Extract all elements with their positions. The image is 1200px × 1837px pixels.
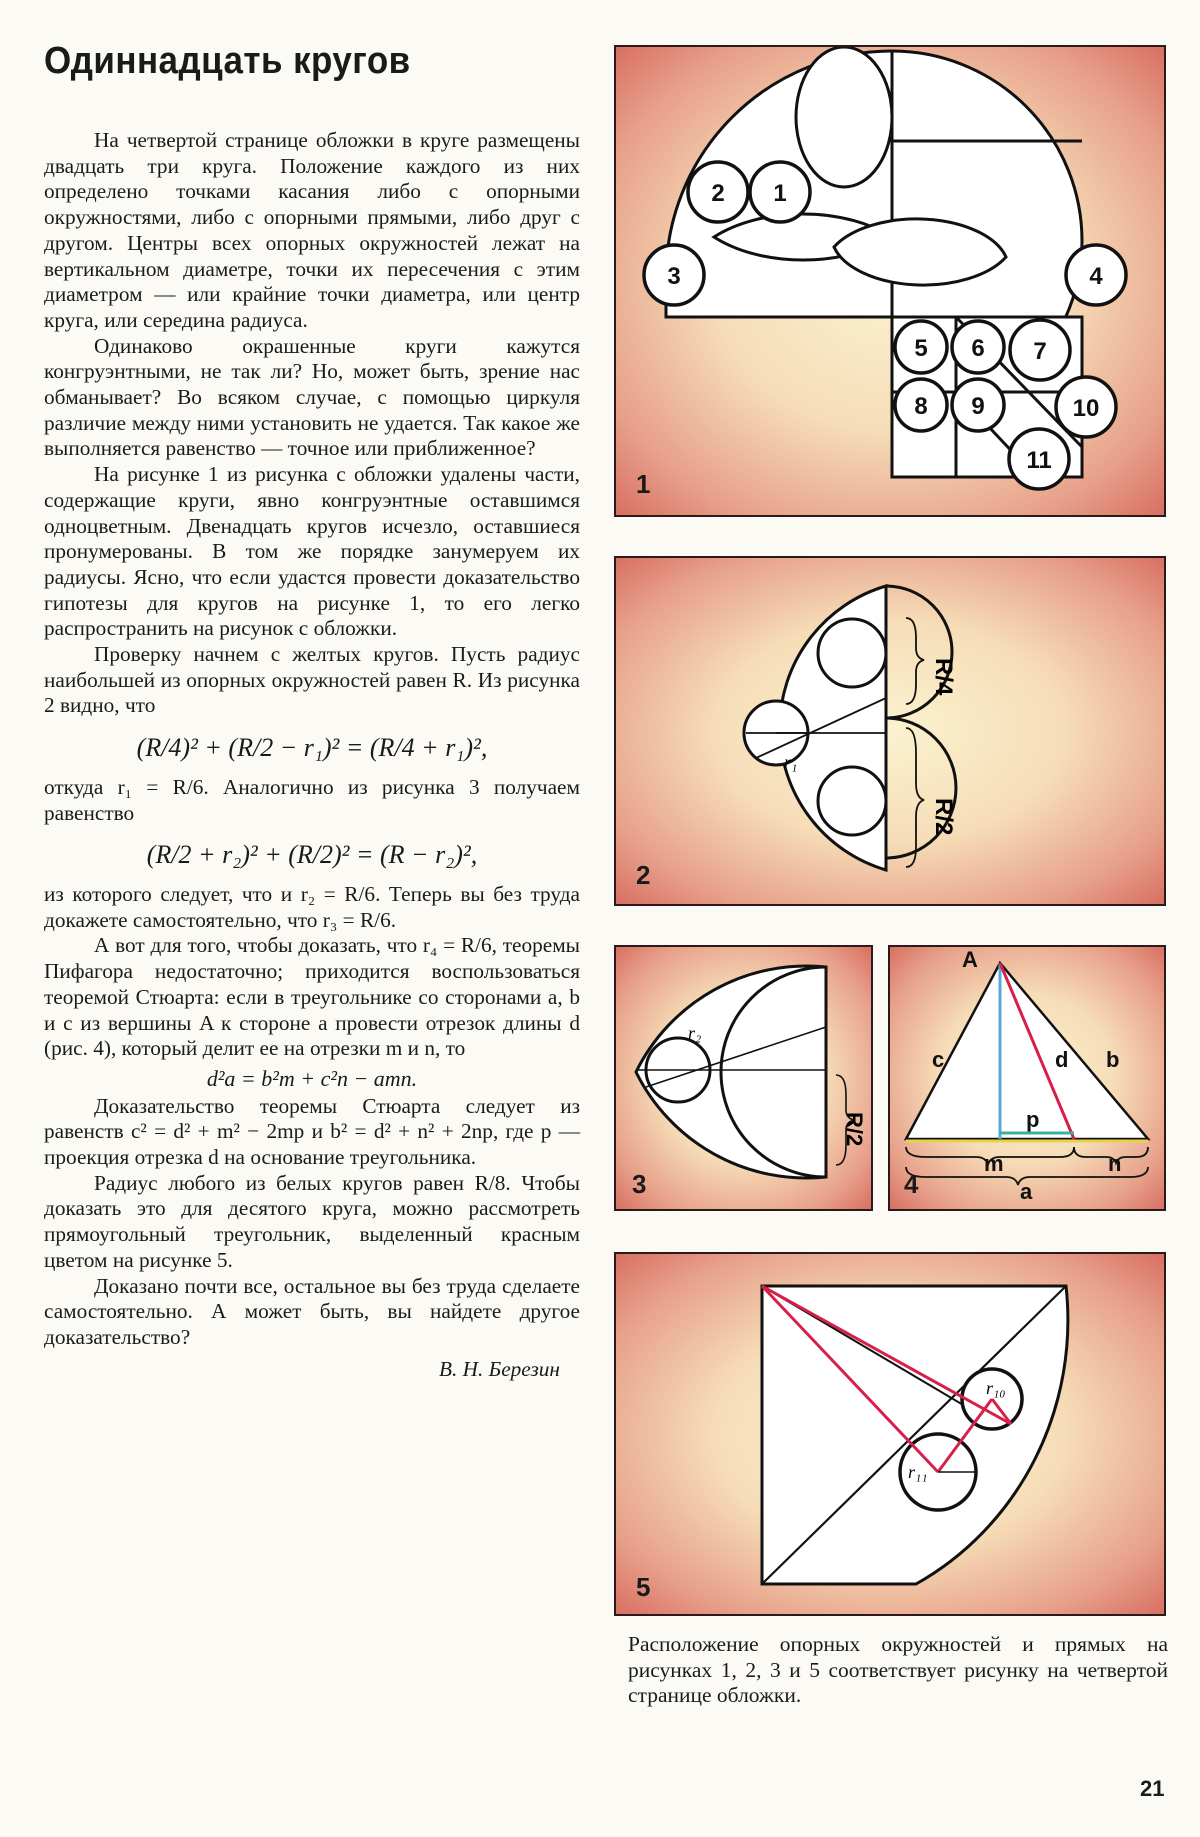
figure-3 — [614, 945, 873, 1211]
circle-label: 1 — [773, 180, 787, 207]
paragraph: Радиус любого из белых кругов равен R/8. Чтобы доказать это для десятого круга, можно рассмотреть прямоугольный треугольник, выделенный красным цветом на рисунке 5. — [44, 1170, 580, 1272]
brace-label: R/2 — [842, 1112, 867, 1147]
formula-3: d²a = b²m + c²n − amn. — [206, 1065, 418, 1091]
paragraph: Проверку начнем с желтых кругов. Пусть радиус наибольшей из опорных окружностей равен R. Из рисунка 2 видно, что — [44, 642, 580, 718]
r2-label: r₂ — [688, 1023, 702, 1043]
paragraph: Доказательство теоремы Стюарта следует из равенств c² = d² + m² − 2mp и b² = d² + n² + 2np, где p — проекция отрезка d на основание треугольника. — [44, 1093, 580, 1170]
figure-2-drawing — [616, 558, 1164, 904]
paragraph: На четвертой странице обложки в круге размещены двадцать три круга. Положение каждого из них определено точками касания либо с опорными окружностями, либо с опорными прямыми, либо друг с другом. Центры всех опорных окружностей лежат на вертикальном диаметре, точки их пересечения с этим диаметром — или крайние точки диаметра, или центр круга, или середина радиуса. — [44, 128, 580, 332]
circle-label: 9 — [971, 393, 985, 420]
figure-4-drawing — [890, 947, 1164, 1209]
circle-label: 2 — [711, 180, 725, 207]
circle-label: 11 — [1026, 447, 1052, 474]
figure-number: 1 — [636, 469, 651, 499]
label-d: d — [1055, 1047, 1069, 1072]
circle-label: 10 — [1072, 395, 1100, 422]
formula-1: (R/4)² + (R/2 − r₁)² = (R/4 + r₁)², — [136, 733, 488, 763]
paragraph: Одинаково окрашенные круги кажутся конгруэнтными, не так ли? Но, может быть, зрение нас обманывает? Во всяком случае, с помощью циркуля различие между ними установить не удается. Так какое же выполняется равенство — точное или приближенное? — [44, 333, 580, 461]
author: В. Н. Березин — [438, 1356, 560, 1381]
label-A: A — [962, 947, 978, 972]
circle-label: 6 — [971, 335, 985, 362]
figure-1 — [614, 45, 1166, 517]
formula-2: (R/2 + r₂)² + (R/2)² = (R − r₂)², — [146, 840, 478, 870]
r1-label: r₁ — [784, 752, 798, 772]
label-m: m — [984, 1151, 1004, 1176]
r11-label: r₁₁ — [908, 1462, 928, 1482]
figure-5 — [614, 1252, 1166, 1616]
figure-number: 2 — [636, 860, 651, 890]
paragraph: откуда r₁ = R/6. Аналогично из рисунка 3 получаем равенство — [44, 774, 580, 825]
label-b: b — [1106, 1047, 1120, 1072]
figure-caption: Расположение опорных окружностей и прямых на рисунках 1, 2, 3 и 5 соответствует рисунку на четвертой странице обложки. — [628, 1632, 1168, 1707]
figure-3-drawing — [616, 947, 871, 1209]
brace-label-bottom: R/2 — [930, 798, 957, 836]
brace-label-top: R/4 — [930, 658, 957, 696]
figure-1-drawing — [616, 47, 1164, 515]
label-c: c — [932, 1047, 945, 1072]
label-n: n — [1108, 1151, 1122, 1176]
article-title: Одиннадцать кругов — [44, 40, 411, 82]
paragraph: из которого следует, что и r₂ = R/6. Теперь вы без труда докажете самостоятельно, что r₃ = R/6. — [44, 881, 580, 932]
circle-label: 4 — [1089, 263, 1103, 290]
figure-4 — [888, 945, 1166, 1211]
r10-label: r₁₀ — [986, 1378, 1006, 1398]
figure-number: 4 — [904, 1169, 919, 1199]
figure-number: 3 — [632, 1169, 647, 1199]
label-a: a — [1020, 1179, 1033, 1204]
circle-label: 3 — [667, 263, 681, 290]
circle-label: 7 — [1033, 338, 1047, 365]
page-number: 21 — [1140, 1776, 1165, 1801]
circle-label: 5 — [914, 335, 928, 362]
label-p: p — [1026, 1107, 1040, 1132]
paragraph: А вот для того, чтобы доказать, что r₄ = R/6, теоремы Пифагора недостаточно; приходится воспользоваться теоремой Стюарта: если в треугольнике со сторонами a, b и c из вершины A к стороне a провести отрезок длины d (рис. 4), который делит ее на отрезки m и n, то — [44, 933, 580, 1061]
article-body — [44, 128, 580, 1382]
paragraph: На рисунке 1 из рисунка с обложки удалены части, содержащие круги, явно конгруэнтные оставшимся одноцветным. Двенадцать кругов исчезло, оставшиеся пронумерованы. В том же порядке занумеруем их радиусы. Ясно, что если удастся провести доказательство гипотезы для кругов на рисунке 1, то его легко распространить на рисунок с обложки. — [44, 462, 580, 641]
figure-number: 5 — [636, 1572, 651, 1602]
paragraph: Доказано почти все, остальное вы без труда сделаете самостоятельно. А может быть, вы найдете другое доказательство? — [44, 1273, 580, 1349]
circle-label: 8 — [914, 393, 928, 420]
figure-5-drawing — [616, 1254, 1164, 1614]
figure-2 — [614, 556, 1166, 906]
